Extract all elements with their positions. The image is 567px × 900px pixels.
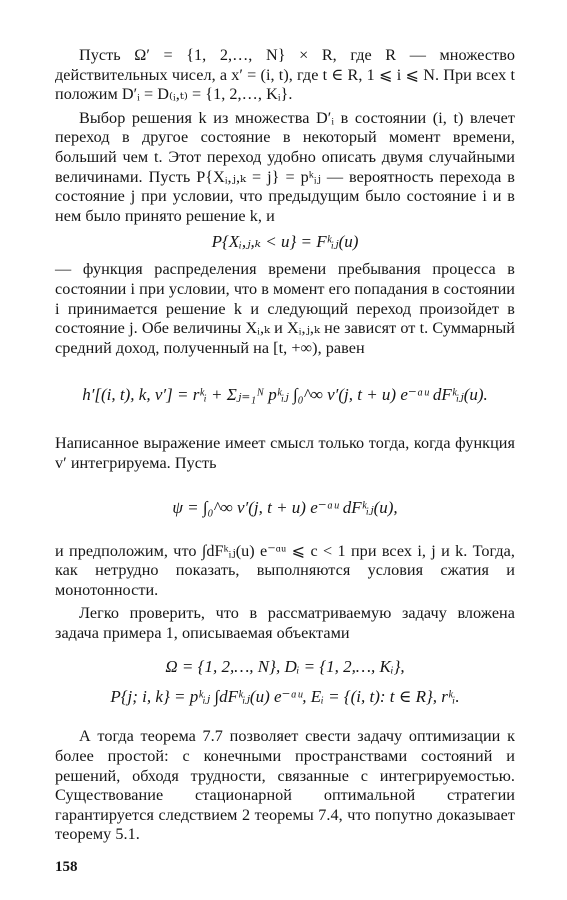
paragraph-2: Выбор решения k из множества D′ᵢ в состоянии (i, t) влечет переход в другое состояние в некоторый момент времени, больший чем t. Этот переход удобно описать двумя случайными величинами. Пусть P{Xᵢ,ⱼ,ₖ = j} = pᵏᵢⱼ — вероятность перехода в состояние j при условии, что предыдущим было состояние i и в нем было принято решение k, и (55, 108, 515, 225)
equation-objects-2: P{j; i, k} = pᵏᵢⱼ ∫dFᵏᵢⱼ(u) e⁻ᵅᵘ, Eᵢ = {(i, t): t ∈ R}, rᵏᵢ. (110, 687, 460, 707)
equation-psi: ψ = ∫₀^∞ v′(j, t + u) e⁻ᵅᵘ dFᵏᵢⱼ(u), (172, 497, 398, 517)
paragraph-4: Написанное выражение имеет смысл только тогда, когда функция v′ интегрируема. Пусть (55, 434, 515, 472)
page-content (55, 46, 515, 876)
paragraph-7: А тогда теорема 7.7 позволяет свести задачу оптимизации к более простой: с конечными пространствами состояний и решений, обходя трудности, связанные с интегрируемостью. Существование стационарной оптимальной стратегии гарантируется следствием 2 теоремы 7.4, что попутно доказывает теорему 5.1. (55, 727, 515, 844)
paragraph-5: и предположим, что ∫dFᵏᵢⱼ(u) e⁻ᵅᵘ ⩽ c < 1 при всех i, j и k. Тогда, как нетрудно показать, выполняются условия сжатия и монотонности. (55, 541, 515, 599)
equation-objects-1: Ω = {1, 2,…, N}, Dᵢ = {1, 2,…, Kᵢ}, (165, 657, 405, 677)
page-number: 158 (55, 859, 78, 876)
paragraph-1: Пусть Ω′ = {1, 2,…, N} × R, где R — множество действительных чисел, а x′ = (i, t), где t ∈ R, 1 ⩽ i ⩽ N. При всех t положим D′ᵢ = D₍ᵢ,ₜ₎ = {1, 2,…, Kᵢ}. (55, 46, 515, 104)
equation-distribution: P{Xᵢ,ⱼ,ₖ < u} = Fᵏᵢⱼ(u) (211, 232, 359, 252)
paragraph-6: Легко проверить, что в рассматриваемую задачу вложена задача примера 1, описываемая объектами (55, 604, 515, 642)
equation-income: h′[(i, t), k, v′] = rᵏᵢ + Σⱼ₌₁ᴺ pᵏᵢⱼ ∫₀^∞ v′(j, t + u) e⁻ᵅᵘ dFᵏᵢⱼ(u). (82, 385, 488, 405)
paragraph-3: — функция распределения времени пребывания процесса в состоянии i при условии, что в момент его попадания в состоянии i принимается решение k и следующий переход произойдет в состояние j. Обе величины Xᵢ,ₖ и Xᵢ,ⱼ,ₖ не зависят от t. Суммарный средний доход, полученный на [t, +∞), равен (55, 260, 515, 357)
